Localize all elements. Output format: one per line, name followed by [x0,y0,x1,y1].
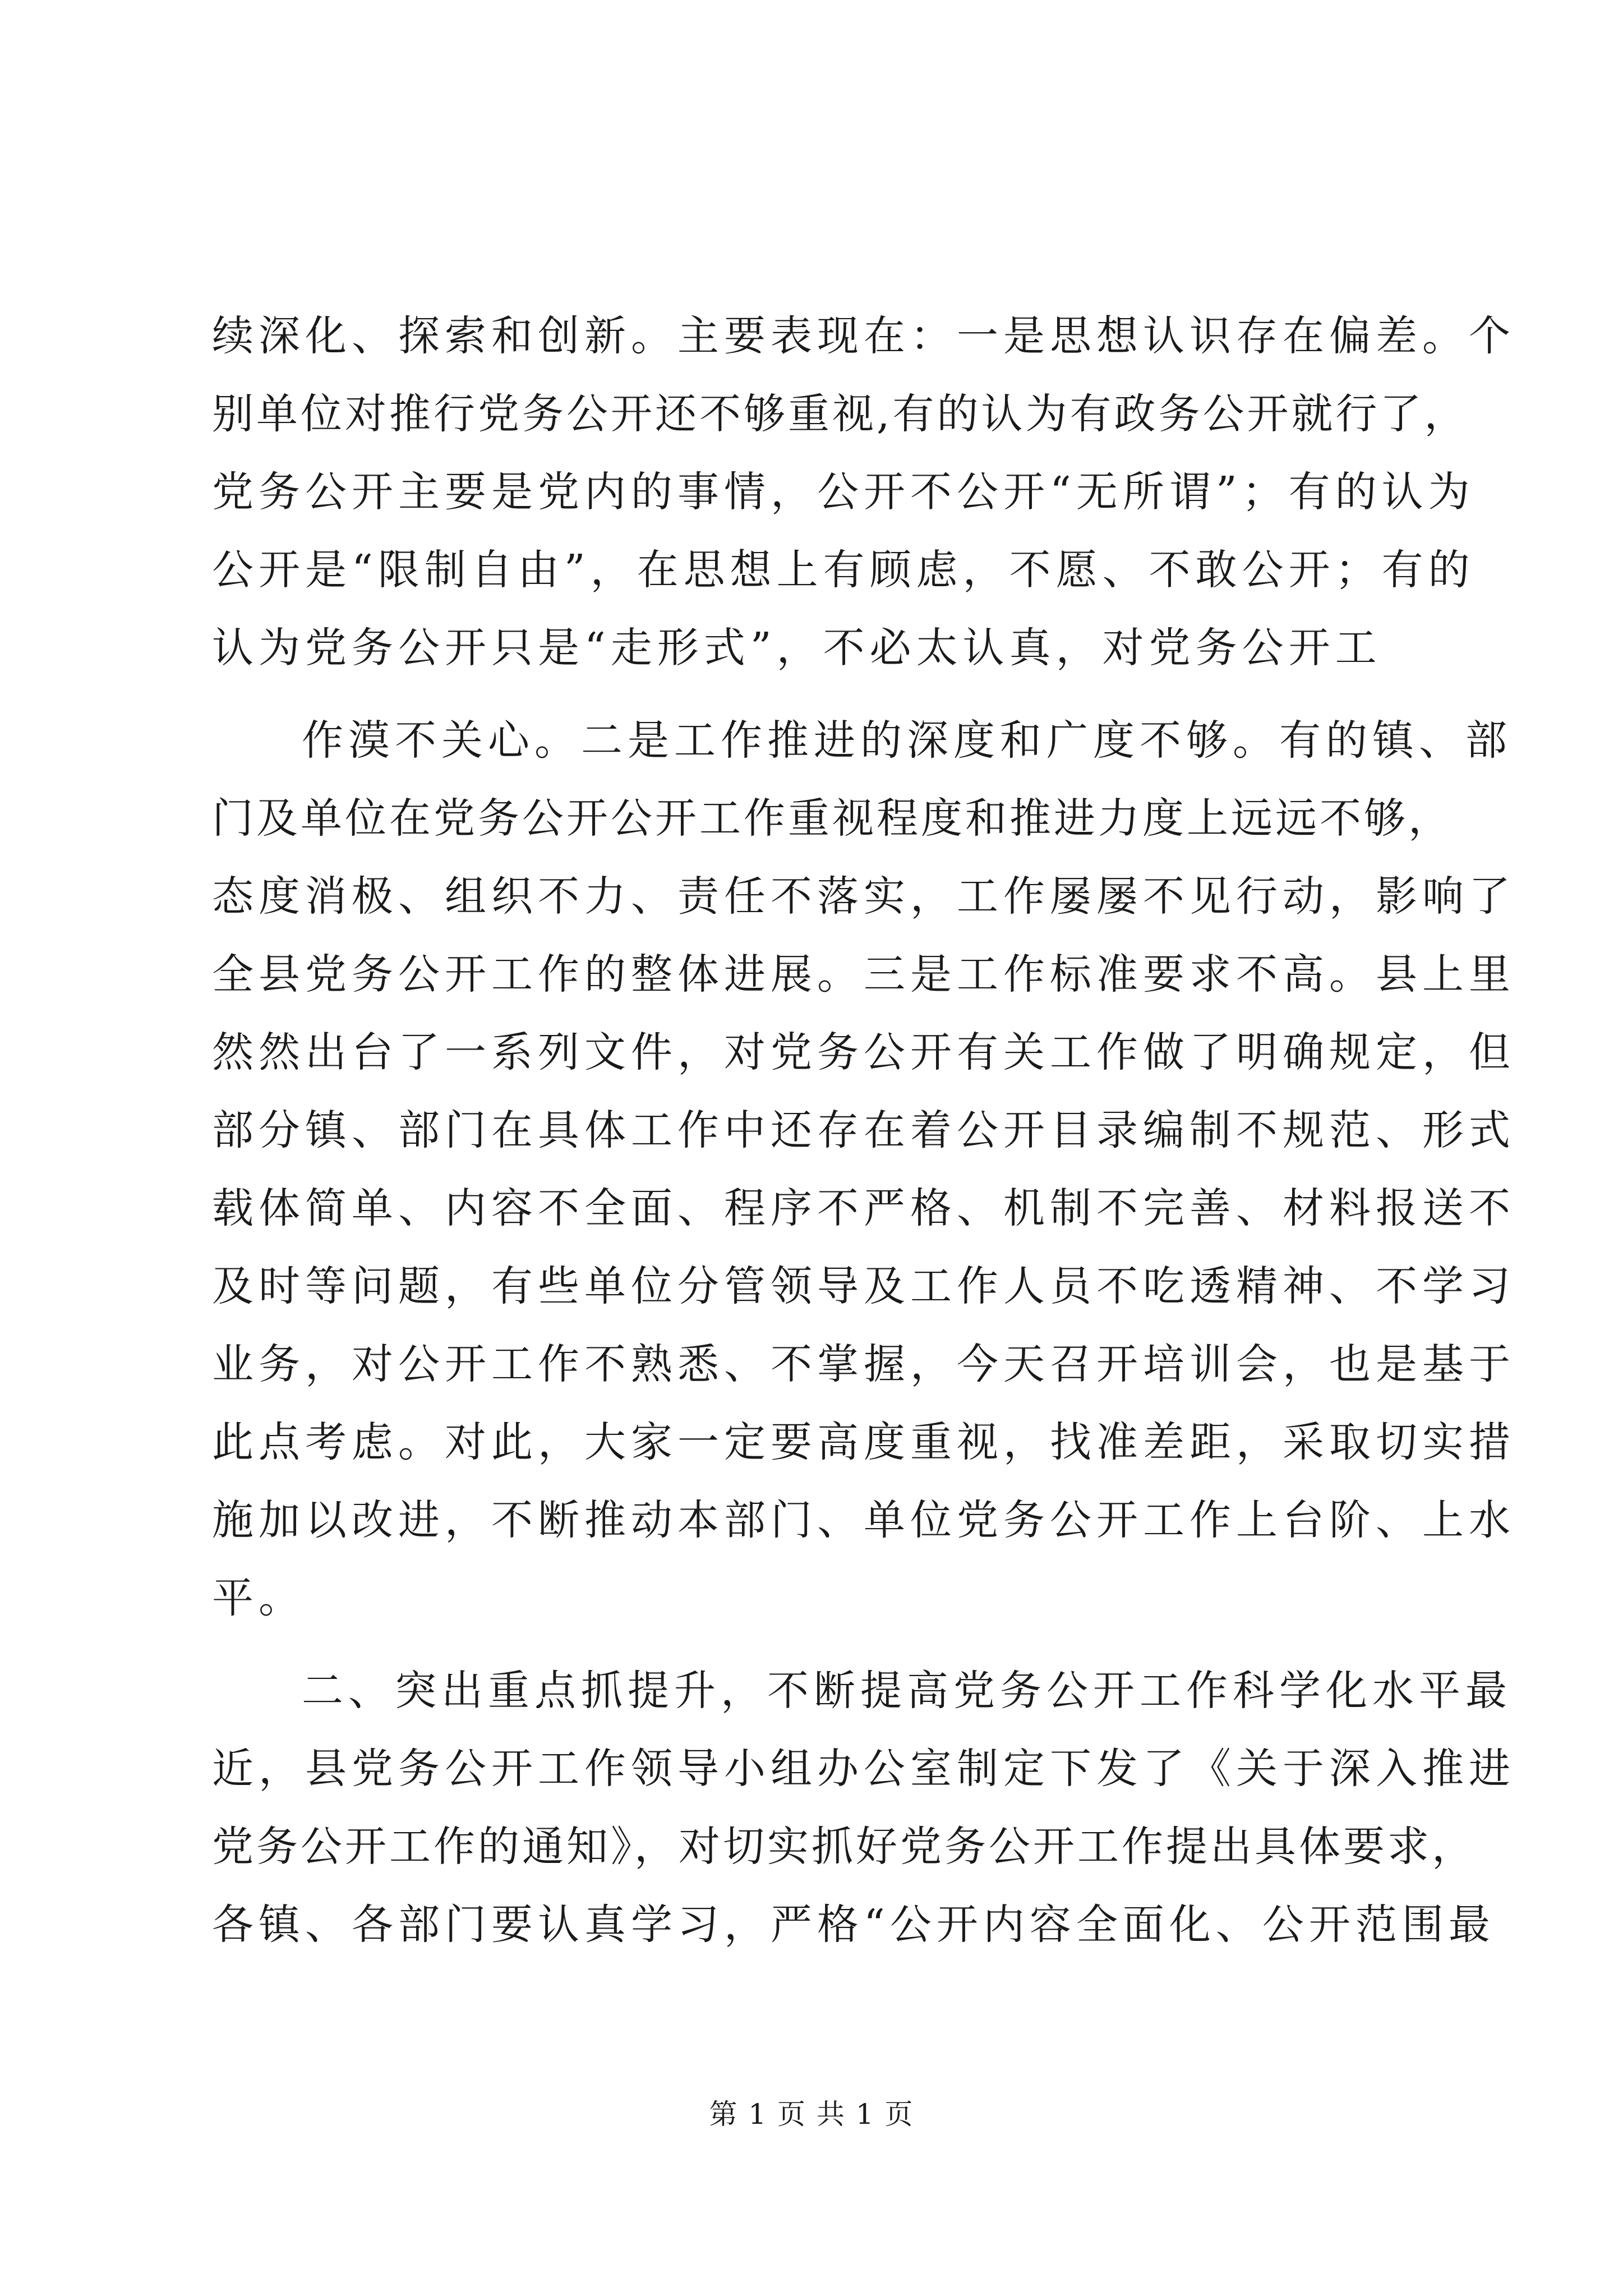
text-line: 公开是“限制自由”，在思想上有顾虑，不愿、不敢公开；有的 [212,546,1475,594]
text-line: 及时等问题，有些单位分管领导及工作人员不吃透精神、不学习 [212,1262,1515,1310]
text-line: 态度消极、组织不力、责任不落实，工作屡屡不见行动，影响了 [212,872,1515,921]
text-line: 部分镇、部门在具体工作中还存在着公开目录编制不规范、形式 [212,1106,1515,1154]
text-line: 施加以改进，不断推动本部门、单位党务公开工作上台阶、上水 [212,1496,1515,1544]
text-line: 门及单位在党务公开公开工作重视程度和推进力度上远远不够， [212,794,1453,843]
text-line: 认为党务公开只是“走形式”，不必太认真，对党务公开工 [212,624,1382,672]
text-line: 平。 [212,1574,305,1622]
text-line: 业务，对公开工作不熟悉、不掌握，今天召开培训会，也是基于 [212,1340,1515,1388]
text-line: 党务公开主要是党内的事情，公开不公开“无所谓”；有的认为 [212,468,1475,516]
page-number-footer: 第 1 页 共 1 页 [709,2098,914,2131]
text-line: 然然出台了一系列文件，对党务公开有关工作做了明确规定，但 [212,1028,1515,1076]
text-line: 此点考虑。对此，大家一定要高度重视，找准差距，采取切实措 [212,1418,1515,1466]
text-line: 各镇、各部门要认真学习，严格“公开内容全面化、公开范围最 [212,1901,1495,1949]
text-line: 全县党务公开工作的整体进展。三是工作标准要求不高。县上里 [212,950,1515,999]
text-line: 党务公开工作的通知》，对切实抓好党务公开工作提出具体要求， [212,1823,1476,1871]
text-line: 二、突出重点抓提升，不断提高党务公开工作科学化水平最 [302,1667,1512,1715]
text-line: 别单位对推行党务公开还不够重视,有的认为有政务公开就行了， [212,390,1469,438]
text-line: 续深化、探索和创新。主要表现在：一是思想认识存在偏差。个 [212,312,1515,360]
text-line: 作漠不关心。二是工作推进的深度和广度不够。有的镇、部 [302,716,1512,765]
text-line: 载体简单、内容不全面、程序不严格、机制不完善、材料报送不 [212,1184,1515,1232]
document-body [212,297,1515,1964]
text-line: 近，县党务公开工作领导小组办公室制定下发了《关于深入推进 [212,1745,1515,1793]
